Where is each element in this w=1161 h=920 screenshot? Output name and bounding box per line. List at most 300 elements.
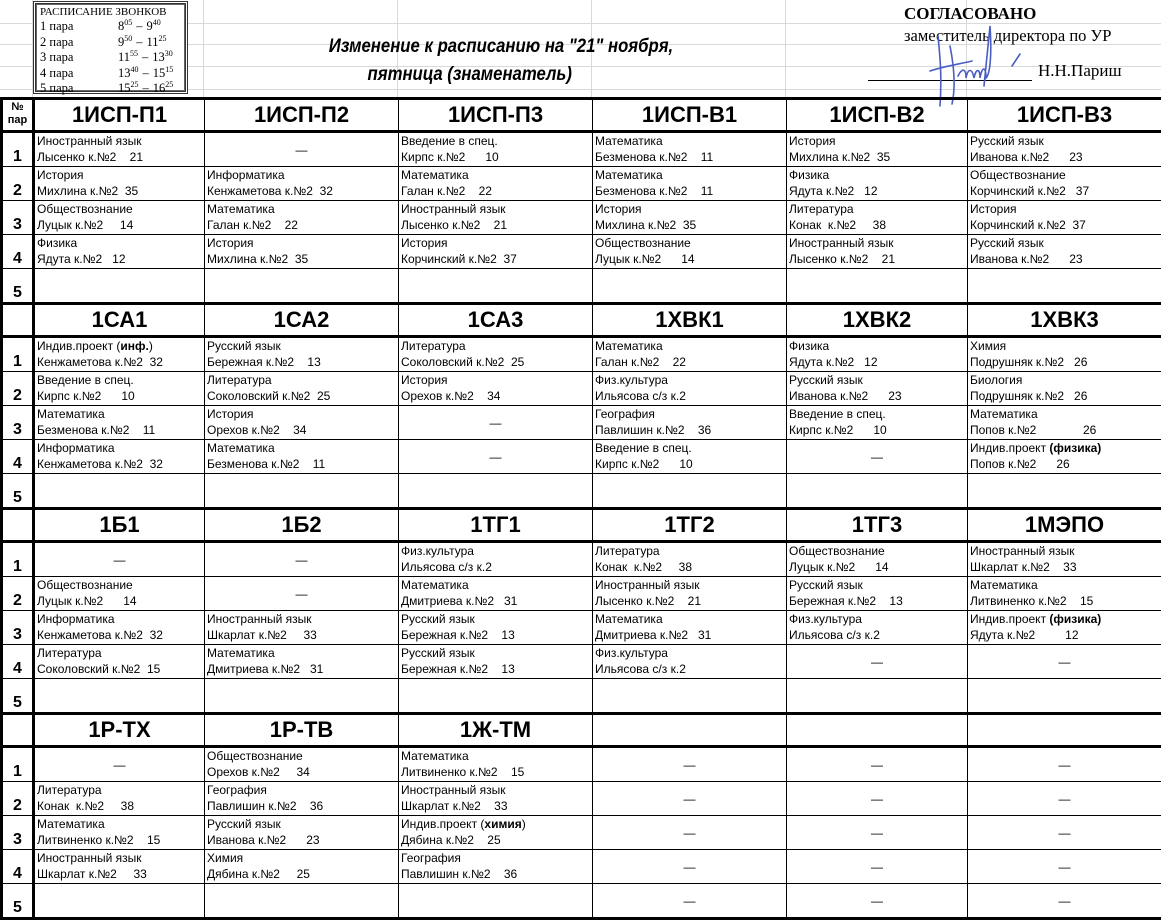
subject-text: Физ.культура [401,544,474,558]
approval-position: заместитель директора по УР [904,26,1111,46]
subject-name [970,577,1161,593]
group-header [593,714,787,747]
lesson-row [2,474,1161,509]
teacher-room: Ильясова с/з к.2 [401,559,592,575]
subject-text: Литература [789,202,854,216]
lesson-number: 5 [2,884,34,919]
group-header: 1ХВК2 [787,304,968,337]
group-header: 1Б1 [34,509,205,542]
subject-name [595,133,786,149]
approval-heading: СОГЛАСОВАНО [904,4,1036,24]
subject-name [595,440,786,456]
lesson-row [2,235,1161,269]
schedule-cell-blank [34,679,205,714]
subject-name [789,133,967,149]
bell-row [40,50,181,66]
teacher-room: Ядута к.№2 12 [37,251,204,267]
subject-text: Математика [595,612,663,626]
teacher-room: Подрушняк к.№2 26 [970,388,1161,404]
subject-name [37,850,204,866]
teacher-room: Дябина к.№2 25 [401,832,592,848]
bell-end-hour: 9 [147,19,153,33]
schedule-cell [787,372,968,406]
subject-name [970,611,1161,627]
subject-name [207,167,398,183]
bell-end-hour: 13 [152,50,165,64]
schedule-cell [34,440,205,474]
no-lesson-mark: — [871,450,883,464]
no-lesson-mark: — [871,894,883,908]
schedule-cell [968,235,1161,269]
schedule-cell [205,201,399,235]
schedule-cell [34,235,205,269]
subject-text: Русский язык [970,134,1044,148]
subject-text: Литература [401,339,466,353]
schedule-cell [787,611,968,645]
lesson-number: 4 [2,440,34,474]
subject-text: Физ.культура [595,646,668,660]
group-header: 1СА1 [34,304,205,337]
group-header: 1СА2 [205,304,399,337]
teacher-room: Ильясова с/з к.2 [595,388,786,404]
lesson-number: 1 [2,337,34,372]
subject-text: Химия [970,339,1006,353]
lesson-number-header: № пар [2,99,34,132]
subject-name [207,782,398,798]
schedule-cell [205,406,399,440]
schedule-cell-empty [787,747,968,782]
subject-text: Иностранный язык [401,783,506,797]
lesson-number: 2 [2,577,34,611]
lesson-row [2,406,1161,440]
group-header: 1ТГ3 [787,509,968,542]
schedule-cell [205,235,399,269]
subject-text: Обществознание [37,202,133,216]
teacher-room: Кирпс к.№2 10 [401,149,592,165]
bell-row-label: 2 пара [40,35,118,51]
teacher-room: Луцык к.№2 14 [595,251,786,267]
schedule-cell [34,645,205,679]
no-lesson-mark: — [114,758,126,772]
schedule-cell [968,132,1161,167]
schedule-cell [205,372,399,406]
subject-qualifier: (физика) [1049,612,1101,626]
schedule-cell-empty [968,645,1161,679]
subject-text: География [595,407,655,421]
schedule-cell [593,440,787,474]
subject-name [37,338,204,354]
teacher-room: Бережная к.№2 13 [401,661,592,677]
subject-name [401,372,592,388]
lesson-row [2,132,1161,167]
bell-start-minute: 40 [131,65,139,74]
subject-name [789,406,967,422]
schedule-cell [787,406,968,440]
schedule-cell [593,235,787,269]
no-lesson-mark: — [490,416,502,430]
lesson-number-header [2,714,34,747]
schedule-cell [34,782,205,816]
schedule-cell-empty [787,816,968,850]
subject-name [401,167,592,183]
subject-qualifier: химия [484,817,521,831]
group-header: 1ИСП-П2 [205,99,399,132]
subject-name [595,167,786,183]
subject-name [401,543,592,559]
group-header: 1Р-ТВ [205,714,399,747]
bell-row-time [118,50,173,66]
lesson-number: 1 [2,747,34,782]
subject-text: Иностранный язык [37,851,142,865]
section-header-row [2,509,1161,542]
subject-text: Введение в спец. [37,373,134,387]
subject-text: Литература [37,783,102,797]
bell-start-hour: 13 [118,66,131,80]
schedule-cell [34,816,205,850]
schedule-cell-blank [399,679,593,714]
bell-start-hour: 11 [118,50,130,64]
subject-name [207,850,398,866]
bell-dash: – [138,50,152,64]
bell-dash: – [139,66,153,80]
schedule-cell-empty [787,850,968,884]
subject-name [37,611,204,627]
subject-text: Индив.проект ( [401,817,484,831]
group-header: 1ИСП-В3 [968,99,1161,132]
subject-name [970,235,1161,251]
schedule-cell [34,167,205,201]
schedule-cell [205,611,399,645]
schedule-cell-empty [968,816,1161,850]
teacher-room: Кирпс к.№2 10 [789,422,967,438]
no-lesson-mark: — [1059,655,1071,669]
schedule-cell [34,201,205,235]
schedule-cell-blank [34,884,205,919]
schedule-cell-empty [205,132,399,167]
schedule-cell [787,132,968,167]
group-header: 1ТГ2 [593,509,787,542]
schedule-cell [34,611,205,645]
bell-row-time [118,81,173,97]
schedule-cell [399,577,593,611]
subject-text: Введение в спец. [595,441,692,455]
schedule-cell [968,577,1161,611]
subject-name [37,372,204,388]
teacher-room: Бережная к.№2 13 [207,354,398,370]
no-lesson-mark: — [114,553,126,567]
schedule-cell [399,611,593,645]
bell-start-hour: 8 [118,19,124,33]
bell-schedule-title: РАСПИСАНИЕ ЗВОНКОВ [40,6,181,19]
subject-text: История [970,202,1017,216]
schedule-cell-blank [968,474,1161,509]
subject-text: Индив.проект [970,441,1049,455]
teacher-room: Михлина к.№2 35 [37,183,204,199]
bell-start-hour: 15 [118,81,131,95]
teacher-room: Конак к.№2 38 [789,217,967,233]
lesson-row [2,542,1161,577]
lesson-number: 4 [2,850,34,884]
lesson-number: 3 [2,816,34,850]
subject-text: Иностранный язык [970,544,1075,558]
subject-name [207,406,398,422]
schedule-cell [34,337,205,372]
subject-name [207,611,398,627]
schedule-cell [399,235,593,269]
subject-text-end: ) [522,817,526,831]
group-header [968,714,1161,747]
no-lesson-mark: — [871,826,883,840]
schedule-cell-empty [593,850,787,884]
schedule-cell [205,167,399,201]
lesson-number: 1 [2,132,34,167]
schedule-cell [593,337,787,372]
section-header-row [2,714,1161,747]
group-header: 1Р-ТХ [34,714,205,747]
bell-row-time [118,19,161,35]
bell-start-minute: 55 [130,49,138,58]
group-header: 1ИСП-В1 [593,99,787,132]
subject-text: Математика [401,578,469,592]
teacher-room: Попов к.№2 26 [970,456,1161,472]
subject-name [207,816,398,832]
group-header: 1СА3 [399,304,593,337]
teacher-room: Дмитриева к.№2 31 [207,661,398,677]
schedule-cell [205,782,399,816]
schedule-cell-blank [968,679,1161,714]
subject-name [401,645,592,661]
schedule-cell-empty [787,884,968,919]
schedule-cell [968,337,1161,372]
subject-name [401,577,592,593]
schedule-cell [593,611,787,645]
schedule-cell-blank [399,269,593,304]
bell-row [40,81,181,97]
subject-name [207,748,398,764]
teacher-room: Ядута к.№2 12 [789,354,967,370]
bell-row [40,35,181,51]
schedule-cell [205,337,399,372]
subject-name [970,543,1161,559]
subject-text: Русский язык [207,817,281,831]
teacher-room: Соколовский к.№2 25 [207,388,398,404]
subject-name [401,201,592,217]
subject-name [37,133,204,149]
subject-name [401,782,592,798]
lesson-row [2,440,1161,474]
subject-text: Русский язык [970,236,1044,250]
teacher-room: Кенжаметова к.№2 32 [37,627,204,643]
schedule-cell [968,167,1161,201]
teacher-room: Соколовский к.№2 25 [401,354,592,370]
subject-text: Информатика [207,168,285,182]
schedule-cell [968,372,1161,406]
schedule-cell-empty [205,542,399,577]
page-title-line2: пятница (знаменатель) [320,61,690,89]
teacher-room: Корчинский к.№2 37 [970,183,1161,199]
subject-name [789,167,967,183]
subject-text: Русский язык [789,373,863,387]
lesson-row [2,611,1161,645]
subject-text: Литература [207,373,272,387]
teacher-room: Иванова к.№2 23 [970,149,1161,165]
subject-text: Математика [401,168,469,182]
lesson-row [2,337,1161,372]
teacher-room: Ядута к.№2 12 [789,183,967,199]
lesson-row [2,782,1161,816]
teacher-room: Дмитриева к.№2 31 [595,627,786,643]
subject-text: Обществознание [595,236,691,250]
teacher-room: Павлишин к.№2 36 [207,798,398,814]
schedule-cell [787,542,968,577]
schedule-cell-empty [787,782,968,816]
subject-text: Физ.культура [595,373,668,387]
teacher-room: Павлишин к.№2 36 [595,422,786,438]
schedule-cell [399,782,593,816]
lesson-row [2,201,1161,235]
subject-name [401,816,592,832]
subject-text: Математика [37,407,105,421]
lesson-number: 2 [2,372,34,406]
subject-name [37,406,204,422]
subject-name [970,406,1161,422]
group-header: 1ХВК1 [593,304,787,337]
teacher-room: Шкарлат к.№2 33 [37,866,204,882]
subject-name [37,440,204,456]
subject-name [789,543,967,559]
schedule-cell [968,611,1161,645]
teacher-room: Лысенко к.№2 21 [789,251,967,267]
no-lesson-mark: — [871,758,883,772]
no-lesson-mark: — [871,792,883,806]
schedule-cell [787,337,968,372]
lesson-row [2,167,1161,201]
teacher-room: Подрушняк к.№2 26 [970,354,1161,370]
subject-name [789,235,967,251]
teacher-room: Литвиненко к.№2 15 [401,764,592,780]
bell-schedule-box [33,1,188,94]
subject-text: Литература [595,544,660,558]
schedule-cell-blank [399,884,593,919]
bell-start-minute: 25 [131,80,139,89]
teacher-room: Литвиненко к.№2 15 [37,832,204,848]
subject-text: География [401,851,461,865]
schedule-cell [968,542,1161,577]
subject-name [207,338,398,354]
subject-name [595,577,786,593]
subject-text: Индив.проект [970,612,1049,626]
teacher-room: Лысенко к.№2 21 [595,593,786,609]
page-title-line1: Изменение к расписанию на "21" ноября, [320,33,690,61]
schedule-cell-blank [34,474,205,509]
schedule-cell [787,201,968,235]
subject-text: География [207,783,267,797]
subject-name [970,201,1161,217]
lesson-row [2,884,1161,919]
subject-text: Обществознание [970,168,1066,182]
bell-end-minute: 30 [165,49,173,58]
bell-dash: – [132,19,146,33]
teacher-room: Безменова к.№2 11 [595,183,786,199]
subject-text: История [401,236,448,250]
schedule-cell [34,850,205,884]
schedule-cell-empty [787,440,968,474]
subject-name [37,167,204,183]
schedule-cell-empty [968,884,1161,919]
subject-text: Математика [207,202,275,216]
subject-text: Математика [37,817,105,831]
subject-name [595,235,786,251]
schedule-cell [787,167,968,201]
subject-name [207,235,398,251]
teacher-room: Безменова к.№2 11 [37,422,204,438]
teacher-room: Ядута к.№2 12 [970,627,1161,643]
teacher-room: Бережная к.№2 13 [401,627,592,643]
teacher-room: Ильясова с/з к.2 [789,627,967,643]
schedule-cell [787,577,968,611]
lesson-row [2,645,1161,679]
no-lesson-mark: — [871,860,883,874]
teacher-room: Орехов к.№2 34 [401,388,592,404]
schedule-cell [399,645,593,679]
group-header: 1Б2 [205,509,399,542]
no-lesson-mark: — [296,587,308,601]
subject-text: Математика [970,407,1038,421]
teacher-room: Кирпс к.№2 10 [37,388,204,404]
teacher-room: Иванова к.№2 23 [789,388,967,404]
subject-text: Физика [789,339,829,353]
no-lesson-mark: — [684,860,696,874]
schedule-cell-empty [593,884,787,919]
lesson-row [2,850,1161,884]
teacher-room: Галан к.№2 22 [595,354,786,370]
no-lesson-mark: — [871,655,883,669]
teacher-room: Ильясова с/з к.2 [595,661,786,677]
subject-text: Математика [595,168,663,182]
subject-text: Обществознание [207,749,303,763]
schedule-cell [34,372,205,406]
section-header-row [2,99,1161,132]
schedule-cell-blank [205,474,399,509]
schedule-cell [205,645,399,679]
section-header-row [2,304,1161,337]
schedule-cell [399,542,593,577]
schedule-cell [593,167,787,201]
teacher-room: Дмитриева к.№2 31 [401,593,592,609]
no-lesson-mark: — [1059,826,1071,840]
bell-end-hour: 11 [147,35,159,49]
schedule-cell-blank [205,884,399,919]
schedule-cell [593,132,787,167]
teacher-room: Попов к.№2 26 [970,422,1161,438]
teacher-room: Иванова к.№2 23 [207,832,398,848]
lesson-number: 1 [2,542,34,577]
no-lesson-mark: — [490,450,502,464]
bell-start-minute: 50 [124,34,132,43]
schedule-cell-blank [593,679,787,714]
schedule-cell [593,542,787,577]
schedule-cell-empty [399,406,593,440]
subject-text: Литература [37,646,102,660]
lesson-number: 5 [2,679,34,714]
schedule-cell-empty [968,850,1161,884]
schedule-cell [205,440,399,474]
bell-row-label: 3 пара [40,50,118,66]
bell-row-time [118,66,173,82]
schedule-cell-empty [968,747,1161,782]
schedule-cell-blank [593,474,787,509]
subject-name [37,235,204,251]
